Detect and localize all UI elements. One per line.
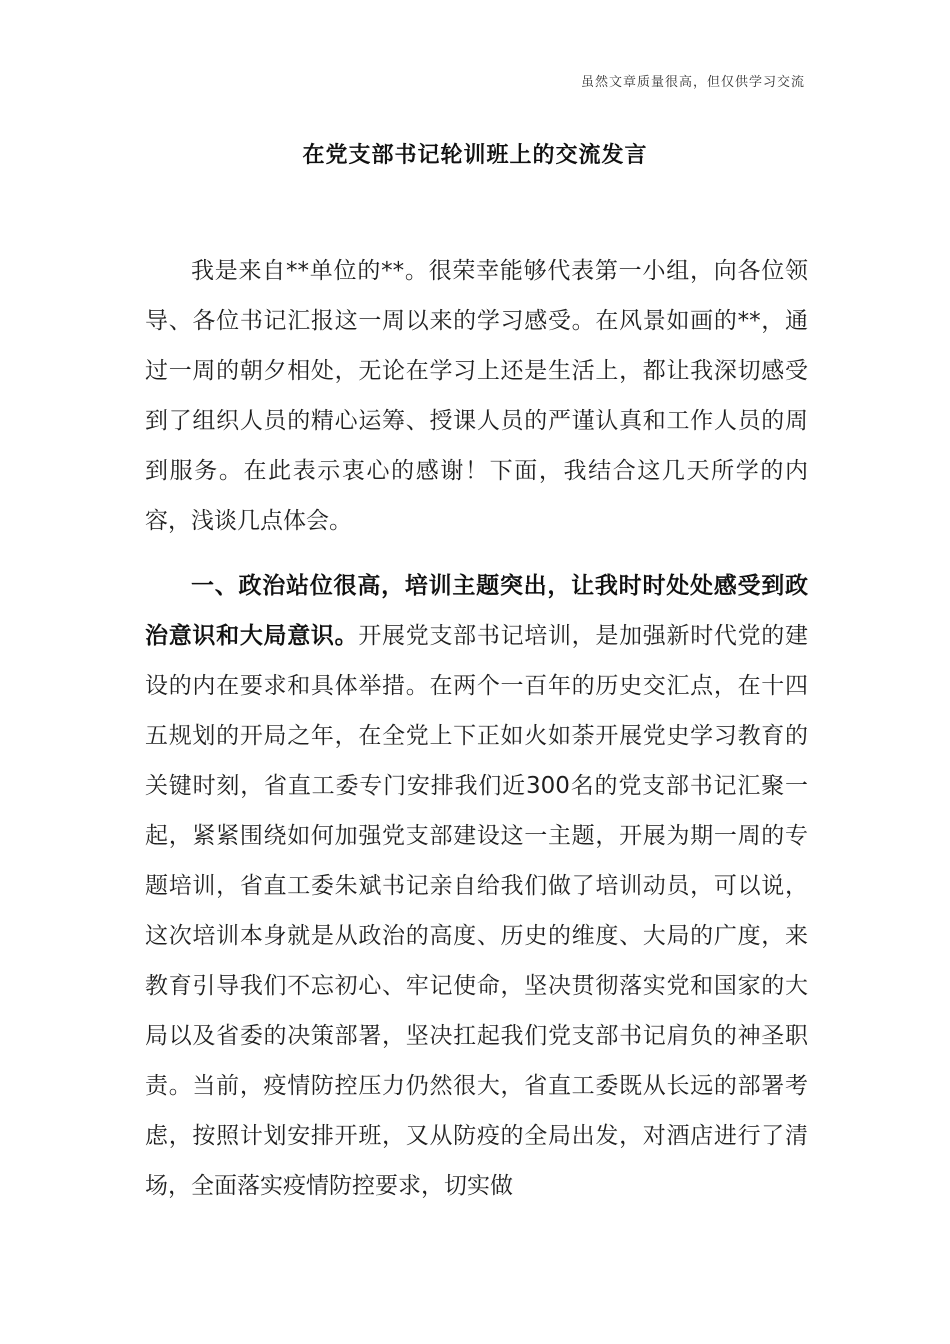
section-one-heading: 一、政治站位很高，培训主题突出，让我时时处处感受到政治意识和大局意识。 — [145, 573, 808, 649]
header-note: 虽然文章质量很高，但仅供学习交流 — [580, 75, 805, 90]
paragraph-section-one — [145, 561, 808, 1211]
paragraph-intro: 我是来自**单位的**。很荣幸能够代表第一小组，向各位领导、各位书记汇报这一周以来的学习感受。在风景如画的**，通过一周的朝夕相处，无论在学习上还是生活上，都让我深切感受到了组织人员的精心运筹、授课人员的严谨认真和工作人员的周到服务。在此表示衷心的感谢！下面，我结合这几天所学的内容，浅谈几点体会。 — [145, 258, 808, 534]
section-one-body: 开展党支部书记培训，是加强新时代党的建设的内在要求和具体举措。在两个一百年的历史交汇点，在十四五规划的开局之年，在全党上下正如火如荼开展党史学习教育的关键时刻，省直工委专门安排我们近300名的党支部书记汇聚一起，紧紧围绕如何加强党支部建设这一主题，开展为期一周的专题培训，省直工委朱斌书记亲自给我们做了培训动员，可以说，这次培训本身就是从政治的高度、历史的维度、大局的广度，来教育引导我们不忘初心、牢记使命，坚决贯彻落实党和国家的大局以及省委的决策部署，坚决扛起我们党支部书记肩负的神圣职责。当前，疫情防控压力仍然很大，省直工委既从长远的部署考虑，按照计划安排开班，又从防疫的全局出发，对酒店进行了清场，全面落实疫情防控要求，切实做 — [145, 623, 809, 1199]
document-title: 在党支部书记轮训班上的交流发言 — [302, 143, 648, 168]
